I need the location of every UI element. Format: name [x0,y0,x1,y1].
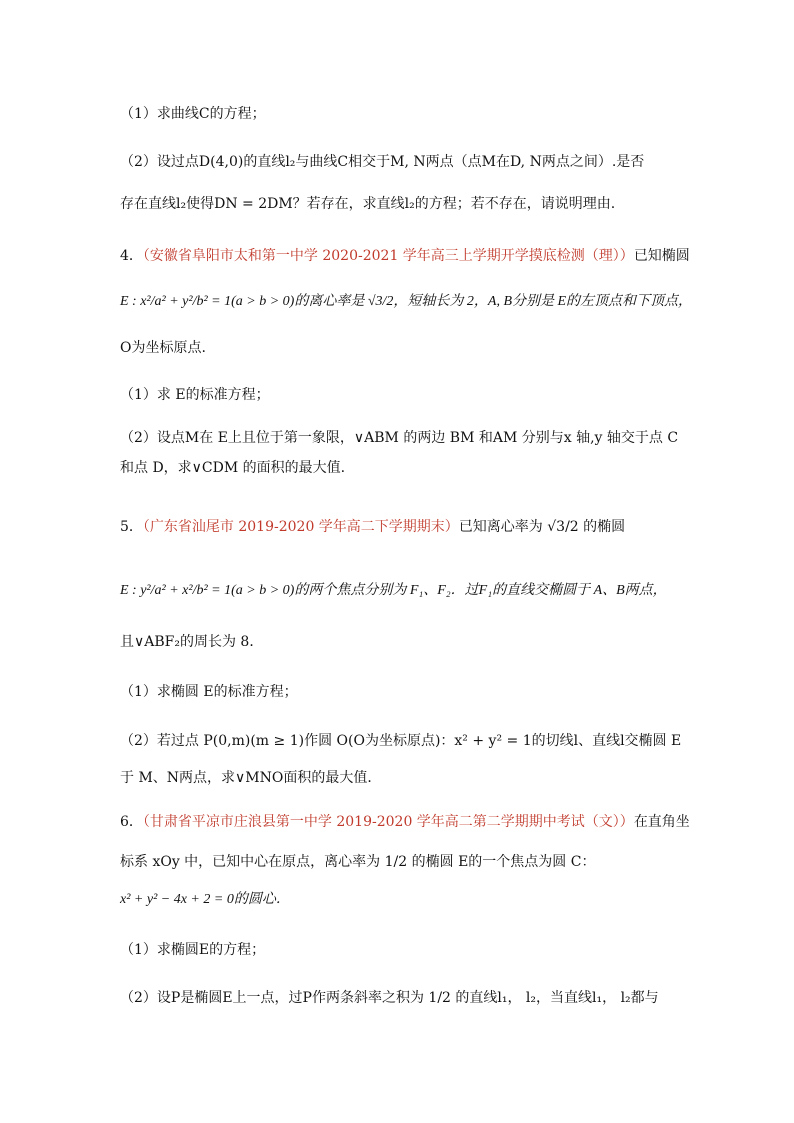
q4-part2-line1 [120,428,679,448]
q6-stem-text: 标系 xOy 中，已知中心在原点，离心率为 1/2 的椭圆 E的一个焦点为圆 C： [120,854,596,870]
q6-heading [120,812,690,832]
q4-part2-text-b: 和点 D，求∨CDM 的面积的最大值. [120,460,346,476]
q4-part2-text-a: （2）设点M在 E上且位于第一象限，∨ABM 的两边 BM 和AM 分别与x 轴,y 轴交于点 C [120,430,679,446]
q4-part2-line2 [120,458,676,478]
q4-part1-text: （1）求 E的标准方程； [120,387,270,403]
q6-part1-text: （1）求椭圆E的方程； [120,942,266,958]
q3-part1 [120,104,676,124]
q5-part2-text-b: 于 M、N两点，求∨MNO面积的最大值． [120,770,382,786]
q6-part2-line1 [120,988,676,1008]
q6-circle-text: x² + y² − 4x + 2 = 0的圆心． [120,892,290,907]
q6-stem-start: 在直角坐 [633,814,690,830]
q6-stem-line2 [120,852,676,872]
q5-perimeter-text: 且∨ABF₂的周长为 8． [120,634,264,650]
q4-equation-text: E : x²/a² + y²/b² = 1(a > b > 0)的离心率是 √3/2，短轴长为 2，A, B分别是 E的左顶点和下顶点， [120,294,693,309]
q4-origin-line [120,338,676,358]
q6-part2-text: （2）设P是椭圆E上一点，过P作两条斜率之积为 1/2 的直线l₁， l₂，当直线l₁， l₂都与 [120,990,659,1006]
q4-number: 4． [120,248,143,264]
q5-heading [120,517,676,537]
q3-part2-text-a: （2）设过点D(4,0)的直线l₂与曲线C相交于M, N两点（点M在D, N两点之间）.是否 [120,154,645,170]
q6-number: 6． [120,814,143,830]
q3-part1-text: （1）求曲线C的方程； [120,106,266,122]
q5-part2-line2 [120,768,676,788]
q6-circle-line [120,889,676,910]
q4-part1 [120,385,676,405]
q6-part1 [120,940,676,960]
q4-heading [120,246,690,266]
q5-part1 [120,682,676,702]
q4-source: （安徽省阜阳市太和第一中学 2020-2021 学年高三上学期开学摸底检测（理）） [142,248,634,264]
q4-stem-start: 已知椭圆 [633,248,690,264]
q5-part1-text: （1）求椭圆 E的标准方程； [120,684,298,700]
q4-equation-line [120,291,693,312]
q3-part2-line1 [120,152,676,172]
q5-perimeter-line [120,632,676,652]
q5-number: 5． [120,519,143,535]
q6-source: （甘肃省平凉市庄浪县第一中学 2019-2020 学年高二第二学期期中考试（文）） [142,814,634,830]
q4-origin-text: O为坐标原点. [120,340,206,356]
q5-equation-line [120,580,676,601]
q5-part2-text-a: （2）若过点 P(0,m)(m ≥ 1)作圆 O(O为坐标原点)：x² + y² = 1的切线l、直线l交椭圆 E [120,733,682,749]
q3-part2-text-b: 存在直线l₂使得DN = 2DM？若存在，求直线l₂的方程；若不存在，请说明理由. [120,196,616,212]
q5-part2-line1 [120,731,682,751]
q5-stem-start: 已知离心率为 √3/2 的椭圆 [458,519,626,535]
q3-part2-line2 [120,194,676,214]
q5-source: （广东省汕尾市 2019-2020 学年高二下学期期末） [142,519,459,535]
q5-equation-text: E : y²/a² + x²/b² = 1(a > b > 0)的两个焦点分别为 F₁、F₂．过F₁的直线交椭圆于 A、B两点， [120,583,667,598]
